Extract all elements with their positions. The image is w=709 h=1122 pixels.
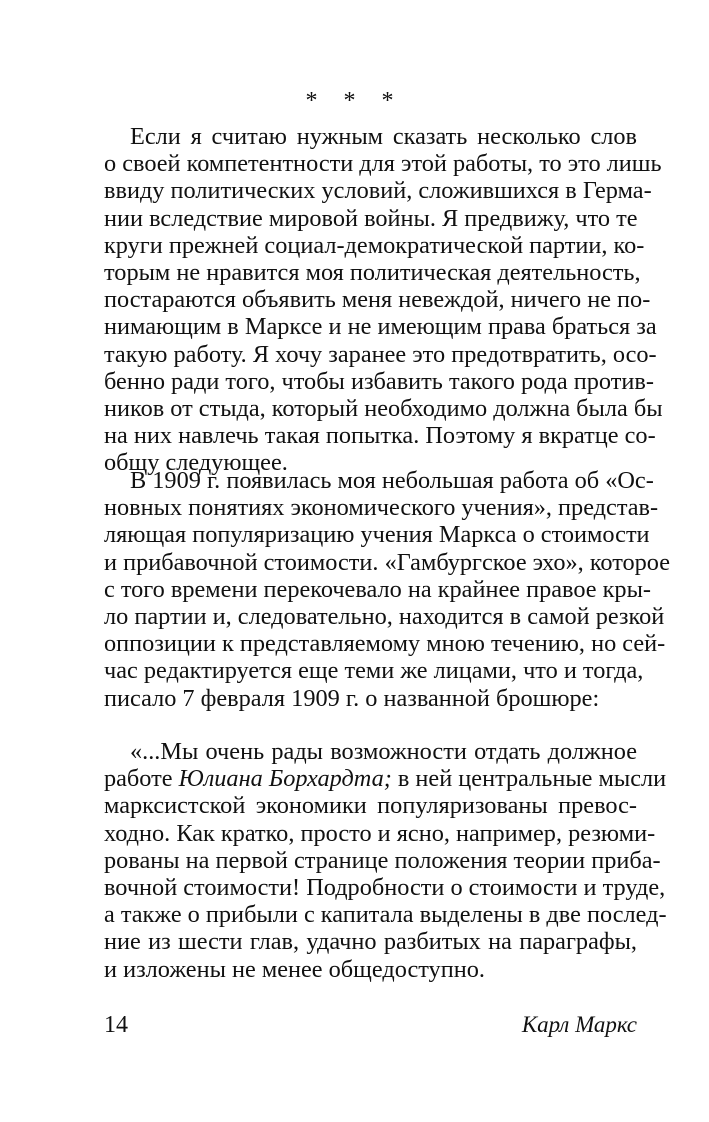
text-line: В 1909 г. появилась моя небольшая работа об «Ос- — [130, 467, 654, 494]
text-line: Если я считаю нужным сказать несколько слов — [130, 123, 637, 150]
text-line: новных понятиях экономического учения», представ- — [104, 494, 659, 522]
paragraph-competence — [104, 123, 663, 477]
text-line: ло партии и, следовательно, находится в самой резкой — [104, 602, 665, 630]
text-line: «...Мы очень рады возможности отдать должное — [130, 738, 637, 765]
quote-text: работе — [104, 765, 179, 793]
quote-hamburger-echo — [104, 738, 667, 983]
paragraph-1909-work — [104, 467, 671, 712]
text-line: вочной стоимости! Подробности о стоимости и труде, — [104, 873, 666, 901]
text-line: писало 7 февраля 1909 г. о названной брошюре: — [104, 684, 600, 712]
text-line: бенно ради того, чтобы избавить такого рода против- — [104, 367, 654, 395]
text-line: общу следующее. — [104, 449, 288, 477]
author-name-italic: Юлиана Борхардта; — [178, 765, 392, 793]
text-line: и прибавочной стоимости. «Гамбургское эхо», которое — [104, 548, 671, 576]
text-line: на них навлечь такая попытка. Поэтому я вкратце со- — [104, 422, 656, 450]
text-line: рованы на первой странице положения теории приба- — [104, 846, 661, 874]
text-line: нии вследствие мировой войны. Я предвижу, что те — [104, 204, 638, 232]
text-line: марксистской экономики популяризованы превос- — [104, 792, 637, 820]
text-line: круги прежней социал-демократической партии, ко- — [104, 231, 645, 259]
text-line: час редактируется еще теми же лицами, что и тогда, — [104, 657, 644, 685]
text-line: и изложены не менее общедоступно. — [104, 955, 485, 983]
text-line: ввиду политических условий, сложившихся в Герма- — [104, 177, 652, 205]
text-line: с того времени перекочевало на крайнее правое кры- — [104, 575, 651, 603]
quote-text: в ней центральные мысли — [391, 765, 667, 793]
text-line: ние из шести глав, удачно разбитых на параграфы, — [104, 928, 637, 956]
text-line: ников от стыда, который необходимо должна была бы — [104, 394, 663, 422]
text-line: а также о прибыли с капитала выделены в две послед- — [104, 901, 667, 929]
page-number: 14 — [104, 1012, 128, 1038]
text-line: такую работу. Я хочу заранее это предотвратить, осо- — [104, 340, 657, 368]
running-title: Карл Маркс — [521, 1012, 637, 1037]
text-line: ляющая популяризацию учения Маркса о стоимости — [104, 521, 650, 549]
section-separator: * * * — [305, 88, 404, 114]
text-line: постараются объявить меня невеждой, ничего не по- — [104, 286, 651, 314]
text-line: торым не нравится моя политическая деятельность, — [104, 258, 641, 286]
text-line: ходно. Как кратко, просто и ясно, например, резюми- — [104, 819, 656, 847]
text-line: нимающим в Марксе и не имеющим права браться за — [104, 313, 657, 341]
text-line: о своей компетентности для этой работы, то это лишь — [104, 150, 662, 178]
text-line: оппозиции к представляемому мною течению, но сей- — [104, 630, 666, 658]
text-line — [104, 765, 667, 793]
